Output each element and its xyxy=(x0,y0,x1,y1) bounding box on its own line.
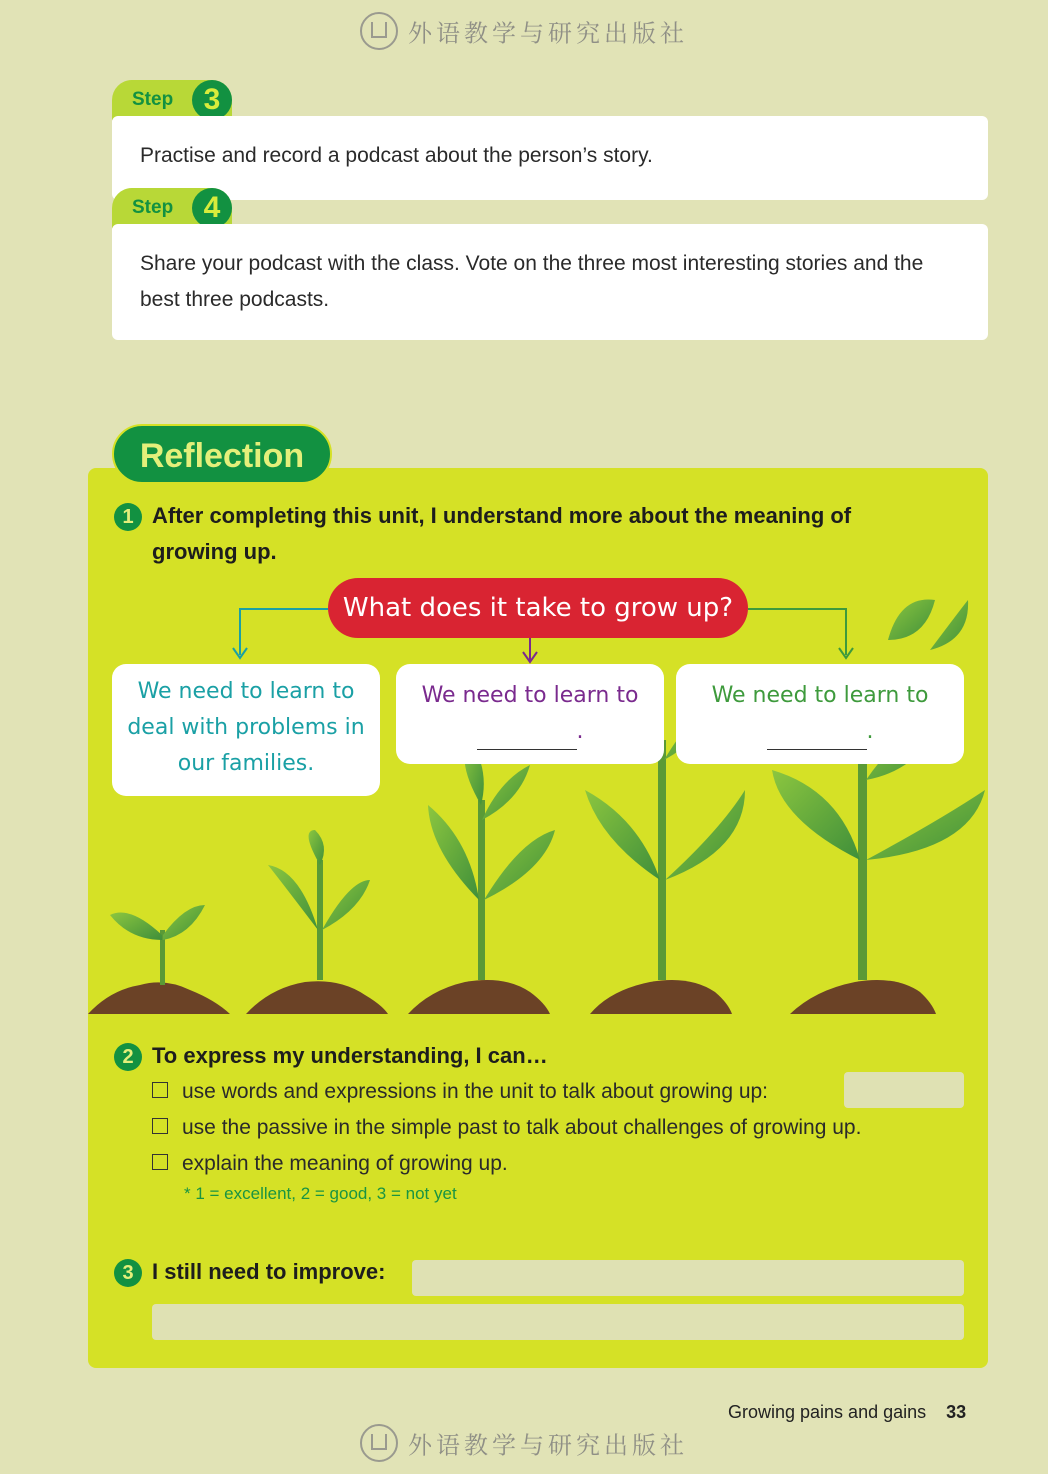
checkbox[interactable] xyxy=(152,1154,168,1170)
step-number: 3 xyxy=(192,80,232,120)
answer-card-3 xyxy=(676,664,964,764)
unit-title: Growing pains and gains xyxy=(728,1402,927,1422)
rating-field-1[interactable] xyxy=(844,1072,964,1108)
checklist-item-2-text: use the passive in the simple past to talk about challenges of growing up. xyxy=(182,1116,862,1139)
answer-card-2-suffix: . xyxy=(576,719,584,744)
step-number: 4 xyxy=(192,188,232,228)
publisher-footer xyxy=(0,1424,1048,1462)
checklist-item-3 xyxy=(152,1146,508,1182)
plant-tallest xyxy=(772,600,985,981)
checkbox[interactable] xyxy=(152,1118,168,1134)
plant-medium xyxy=(428,740,555,980)
publisher-name: 外语教学与研究出版社 xyxy=(408,19,688,48)
step-4-text: Share your podcast with the class. Vote on the three most interesting stories and the best three podcasts. xyxy=(140,252,924,311)
question-1-number: 1 xyxy=(114,503,142,531)
step-label: Step xyxy=(132,197,174,218)
step-3-text: Practise and record a podcast about the person’s story. xyxy=(140,144,653,167)
question-1-text: After completing this unit, I understand more about the meaning of growing up. xyxy=(152,503,852,564)
answer-card-2-text: We need to learn to xyxy=(421,683,639,708)
answer-blank-2[interactable] xyxy=(477,725,577,750)
page-number: 33 xyxy=(946,1402,967,1422)
publisher-name: 外语教学与研究出版社 xyxy=(408,1431,688,1460)
answer-card-1-text: We need to learn to deal with problems in our families. xyxy=(127,679,365,776)
answer-card-3-text: We need to learn to xyxy=(711,683,929,708)
checklist-item-2 xyxy=(152,1110,861,1146)
publisher-seal-icon xyxy=(360,1424,398,1462)
question-2-text: To express my understanding, I can… xyxy=(152,1043,548,1068)
answer-card-2 xyxy=(396,664,664,764)
question-2-number: 2 xyxy=(114,1043,142,1071)
answer-blank-3[interactable] xyxy=(767,725,867,750)
checklist-item-1-text: use words and expressions in the unit to talk about growing up: xyxy=(182,1080,769,1103)
checklist-item-3-text: explain the meaning of growing up. xyxy=(182,1152,508,1175)
plant-small xyxy=(268,830,370,980)
question-3-number: 3 xyxy=(114,1259,142,1287)
central-question: What does it take to grow up? xyxy=(328,578,748,638)
checkbox[interactable] xyxy=(152,1082,168,1098)
improve-field-1[interactable] xyxy=(412,1260,964,1296)
plant-seedling xyxy=(110,905,205,985)
improve-field-2[interactable] xyxy=(152,1304,964,1340)
question-3-text: I still need to improve: xyxy=(152,1259,386,1284)
reflection-title: Reflection xyxy=(112,424,332,484)
soil-mounds xyxy=(88,980,936,1014)
answer-card-3-suffix: . xyxy=(866,719,874,744)
answer-card-1 xyxy=(112,664,380,796)
page-footer xyxy=(728,1402,966,1423)
checklist-item-1 xyxy=(152,1074,768,1110)
rating-note: * 1 = excellent, 2 = good, 3 = not yet xyxy=(184,1184,457,1203)
step-label: Step xyxy=(132,89,174,110)
